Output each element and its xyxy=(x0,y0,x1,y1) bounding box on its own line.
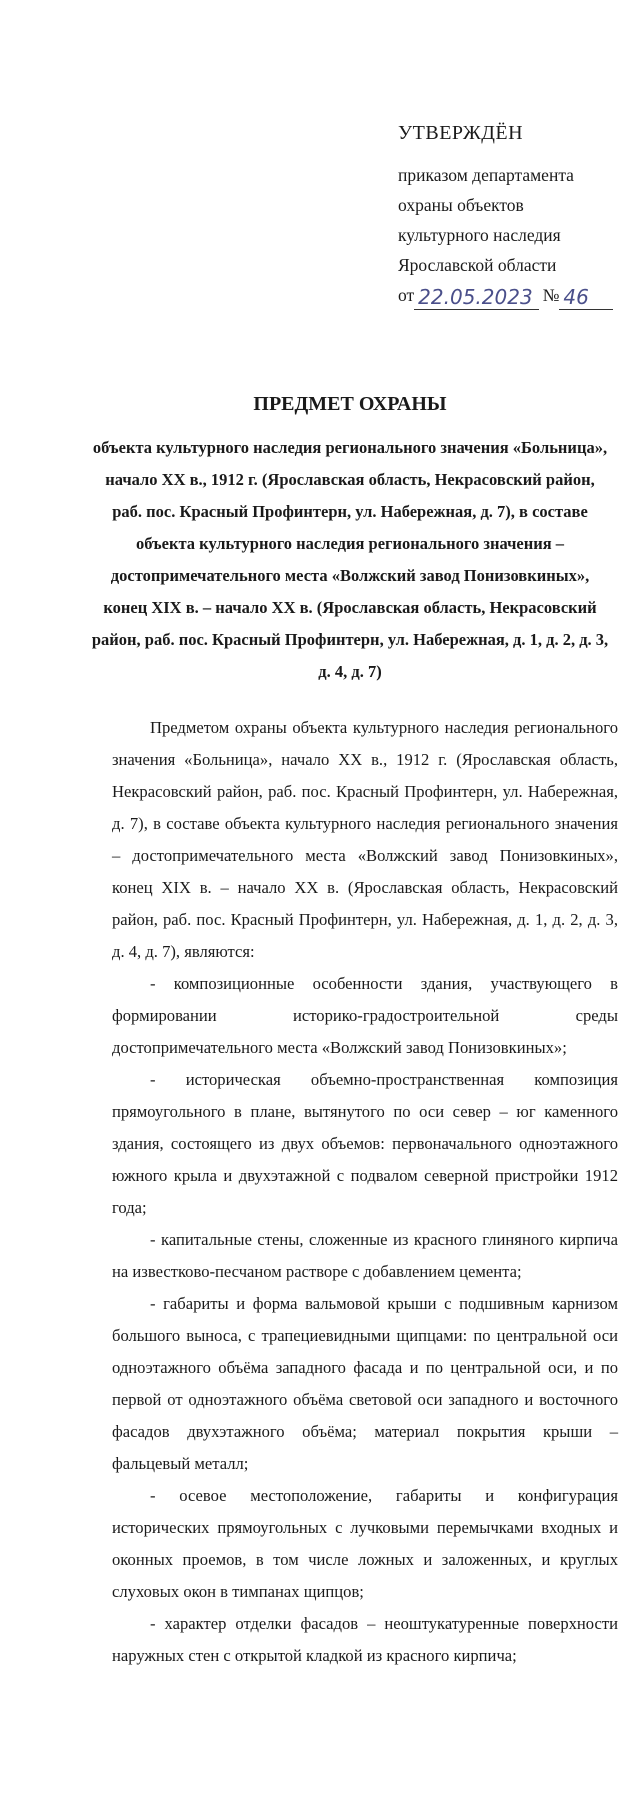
protection-item: - историческая объемно-пространственная композиция прямоугольного в плане, вытянутого по оси север – юг каменного здания, состоящего из двух объемов: первоначального одноэтажного южного крыла и двухэтажной с подвалом северной пристройки 1912 года; xyxy=(112,1070,618,1217)
approval-heading: УТВЕРЖДЁН xyxy=(398,122,524,144)
approval-line: Ярославской области xyxy=(398,255,557,275)
date-prefix: от xyxy=(398,285,415,305)
protection-item: - габариты и форма вальмовой крыши с подшивным карнизом большого выноса, с трапециевидными щипцами: по центральной оси одноэтажного объёма западного фасада и по центральной оси, и по первой от одноэтажного объёма световой оси западного и восточного фасадов двухэтажного объёма; материал покрытия крыши – фальцевый металл; xyxy=(112,1294,618,1473)
protection-item: - осевое местоположение, габариты и конфигурация исторических прямоугольных с лучковыми перемычками входных и оконных проемов, в том числе ложных и заложенных, и круглых слуховых окон в тимпанах щипцов; xyxy=(112,1486,618,1601)
approval-line: культурного наследия xyxy=(398,225,561,245)
protection-item: - композиционные особенности здания, участвующего в формировании историко-градостроительной среды достопримечательного места «Волжский завод Понизовкиных»; xyxy=(112,974,618,1057)
approval-stamp xyxy=(398,118,618,310)
handwritten-date: 22.05.2023 xyxy=(414,286,539,310)
handwritten-number: 46 xyxy=(559,286,612,310)
protection-item: - характер отделки фасадов – неоштукатуренные поверхности наружных стен с открытой кладкой из красного кирпича; xyxy=(112,1614,618,1665)
body-intro-paragraph: Предметом охраны объекта культурного наследия регионального значения «Больница», начало XX в., 1912 г. (Ярославская область, Некрасовский район, раб. пос. Красный Профинтерн, ул. Набережная, д. 7), в составе объекта культурного наследия регионального значения – достопримечательного места «Волжский завод Понизовкиных», конец XIX в. – начало XX в. (Ярославская область, Некрасовский район, раб. пос. Красный Профинтерн, ул. Набережная, д. 1, д. 2, д. 3, д. 4, д. 7), являются: xyxy=(112,718,618,961)
approval-date-row xyxy=(398,280,618,310)
number-prefix: № xyxy=(542,285,560,305)
protection-item: - капитальные стены, сложенные из красного глиняного кирпича на известково-песчаном растворе с добавлением цемента; xyxy=(112,1230,618,1281)
document-subtitle: объекта культурного наследия регионального значения «Больница», начало XX в., 1912 г. (Ярославская область, Некрасовский район, раб. пос. Красный Профинтерн, ул. Набережная, д. 7), в составе объекта культурного наследия регионального значения – достопримечательного места «Волжский завод Понизовкиных», конец XIX в. – начало XX в. (Ярославская область, Некрасовский район, раб. пос. Красный Профинтерн, ул. Набережная, д. 1, д. 2, д. 3, д. 4, д. 7) xyxy=(91,438,609,681)
document-title-block xyxy=(90,393,610,688)
document-body xyxy=(112,712,618,1672)
approval-line: охраны объектов xyxy=(398,195,524,215)
document-title: ПРЕДМЕТ ОХРАНЫ xyxy=(253,393,447,415)
approval-line: приказом департамента xyxy=(398,165,574,185)
